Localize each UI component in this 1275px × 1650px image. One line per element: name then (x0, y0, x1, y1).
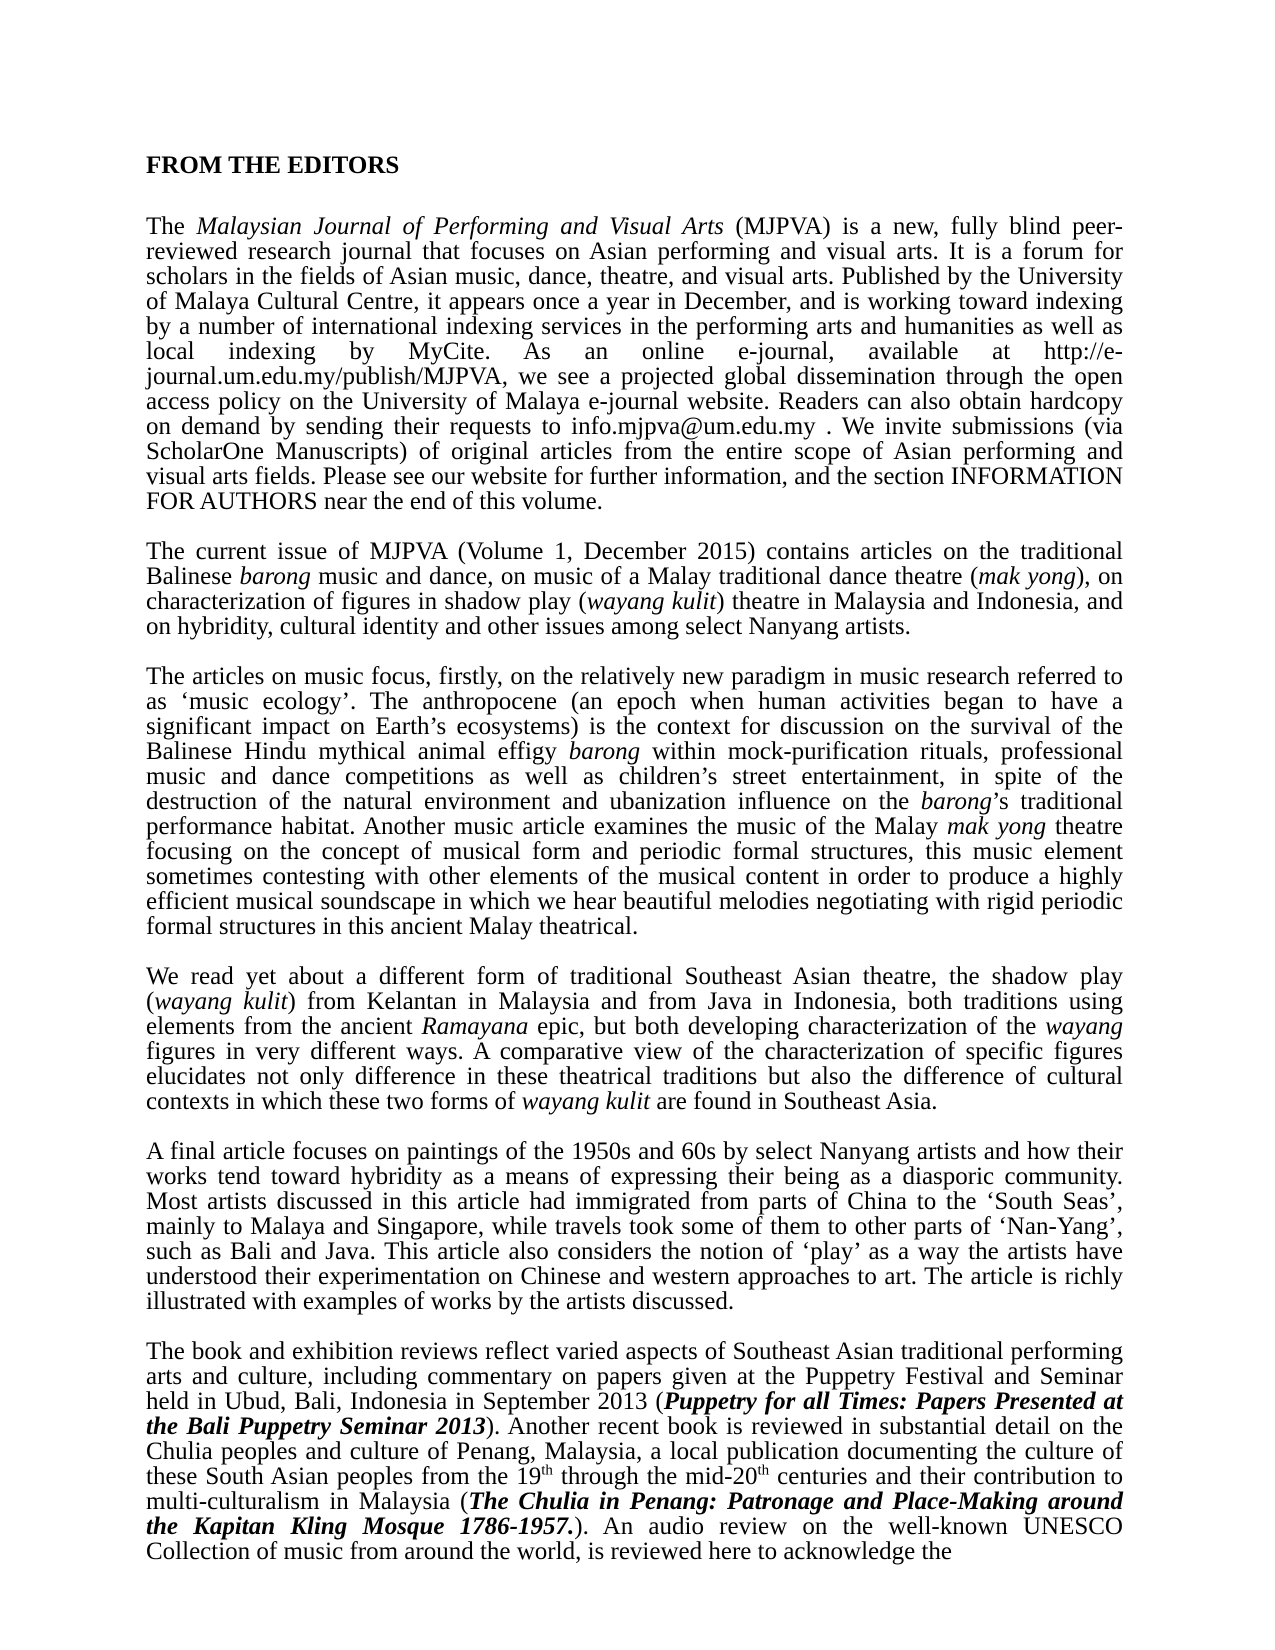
text-run: barong (920, 788, 993, 815)
text-run: ’s traditional performance habitat. Another music article examines the music of the Malay (146, 788, 1123, 840)
text-run: mak yong (946, 813, 1047, 840)
text-run: mak yong (978, 563, 1076, 590)
text-run: are found in Southeast Asia. (650, 1088, 938, 1115)
text-run: Ramayana (421, 1013, 529, 1040)
text-run: wayang (1045, 1013, 1123, 1040)
text-run: (MJPVA) is a new, fully blind peer-reviewed research journal that focuses on Asian performing and visual arts. It is a forum for scholars in the fields of Asian music, dance, theatre, and visual arts. Published by the University of Malaya Cultural Centre, it appears once a year in December, and is working toward indexing by a number of international indexing services in the performing arts and humanities as well as local indexing by MyCite. As an online e-journal, available at http://e-journal.um.edu.my/publish/MJPVA, we see a projected global dissemination through the open access policy on the University of Malaya e-journal website. Readers can also obtain hardcopy on demand by sending their requests to info.mjpva@um.edu.my . We invite submissions (via ScholarOne Manuscripts) of original articles from the entire scope of Asian performing and visual arts fields. Please see our website for further information, and the section INFORMATION FOR AUTHORS near the end of this volume. (146, 213, 1123, 515)
text-run: The current issue of MJPVA (Volume 1, December 2015) contains articles on the traditional Balinese (146, 538, 1123, 590)
text-run: th (757, 1462, 770, 1479)
text-run: The articles on music focus, firstly, on the relatively new paradigm in music research referred to as ‘music ecology’. The anthropocene (an epoch when human activities began to have a significant impact on Earth’s ecosystems) is the context for discussion on the survival of the Balinese Hindu mythical animal effigy (146, 663, 1123, 765)
text-run: ), on characterization of figures in shadow play ( (146, 563, 1123, 615)
text-run: wayang kulit (521, 1088, 651, 1115)
text-run: th (541, 1462, 553, 1479)
text-run: Malaysian Journal of Performing and Visual Arts (196, 213, 724, 240)
page-title: FROM THE EDITORS (146, 152, 400, 179)
text-run: epic, but both developing characterization of the (528, 1013, 1046, 1040)
text-run: centuries and their contribution to multi-culturalism in Malaysia ( (146, 1463, 1124, 1515)
text-run: The book and exhibition reviews reflect varied aspects of Southeast Asian traditional performing arts and culture, including commentary on papers given at the Puppetry Festival and Seminar held in Ubud, Bali, Indonesia in September 2013 ( (146, 1338, 1123, 1415)
document-body (146, 214, 1123, 1564)
paragraph (146, 1139, 1123, 1314)
text-run: wayang kulit (154, 988, 288, 1015)
text-run: A final article focuses on paintings of the 1950s and 60s by select Nanyang artists and how their works tend toward hybridity as a means of expressing their being as a diasporic community. Most artists discussed in this article had immigrated from parts of China to the ‘South Seas’, mainly to Malaya and Singapore, while travels took some of them to other parts of ‘Nan-Yang’, such as Bali and Java. This article also considers the notion of ‘play’ as a way the artists have understood their experimentation on Chinese and western approaches to art. The article is richly illustrated with examples of works by the artists discussed. (146, 1138, 1123, 1315)
document-content (146, 153, 1123, 1589)
text-run: barong (568, 738, 641, 765)
text-run: through the mid-20 (552, 1463, 758, 1490)
text-run: ). An audio review on the well-known UNESCO Collection of music from around the world, is reviewed here to acknowledge the (146, 1513, 1123, 1565)
paragraph (146, 664, 1123, 939)
text-run: The Chulia in Penang: Patronage and Place-Making around the Kapitan Kling Mosque 1786-1957. (146, 1488, 1123, 1540)
text-run: figures in very different ways. A comparative view of the characterization of specific figures elucidates not only difference in these theatrical traditions but also the difference of cultural contexts in which these two forms of (146, 1038, 1123, 1115)
text-run: ) theatre in Malaysia and Indonesia, and on hybridity, cultural identity and other issues among select Nanyang artists. (146, 588, 1123, 640)
paragraph (146, 539, 1123, 639)
text-run: The (146, 213, 197, 240)
text-run: wayang kulit (586, 588, 717, 615)
text-run: We read yet about a different form of traditional Southeast Asian theatre, the shadow play ( (146, 963, 1123, 1015)
text-run: barong (239, 563, 311, 590)
paragraph (146, 964, 1123, 1114)
text-run: ). Another recent book is reviewed in substantial detail on the Chulia peoples and culture of Penang, Malaysia, a local publication documenting the culture of these South Asian peoples from the 19 (146, 1413, 1123, 1490)
text-run: music and dance, on music of a Malay traditional dance theatre ( (310, 563, 979, 590)
paragraph (146, 214, 1123, 514)
text-run: within mock-purification rituals, professional music and dance competitions as well as children’s street entertainment, in spite of the destruction of the natural environment and ubanization influence on the (146, 738, 1123, 815)
text-run: ) from Kelantan in Malaysia and from Java in Indonesia, both traditions using elements from the ancient (146, 988, 1123, 1040)
text-run: theatre focusing on the concept of musical form and periodic formal structures, this music element sometimes contesting with other elements of the musical content in order to produce a highly efficient musical soundscape in which we hear beautiful melodies negotiating with rigid periodic formal structures in this ancient Malay theatrical. (146, 813, 1124, 940)
text-run: Puppetry for all Times: Papers Presented at the Bali Puppetry Seminar 2013 (146, 1388, 1124, 1440)
paragraph (146, 1339, 1123, 1564)
